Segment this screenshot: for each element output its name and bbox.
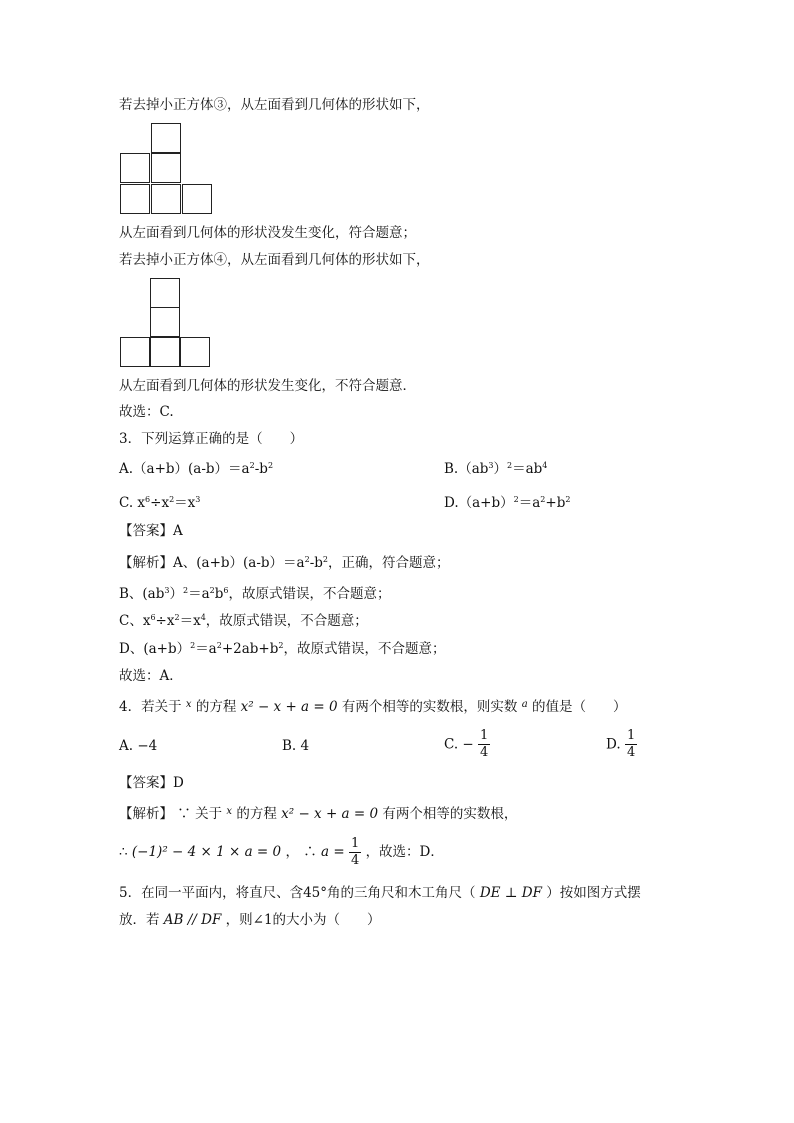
question-4-stem: 4．若关于 $^x$ 的方程 x² − x + a = 0 有两个相等的实数根，则实数 $^a$ 的值是（ ） (119, 699, 627, 715)
q3-explanation-4: D、$(a+b)^2=a^2+2ab+b^2$，故原式错误，不合题意； (119, 641, 446, 657)
text-line: 故选：C. (119, 404, 174, 420)
square (180, 337, 210, 367)
text-line: 若去掉小正方体④，从左面看到几何体的形状如下， (119, 252, 430, 268)
q3-explanation-1: 【解析】A、$(a+b)(a-b)=a^2-b^2$，正确，符合题意； (119, 555, 450, 571)
square (120, 153, 150, 183)
left-view-figure-1 (120, 123, 213, 215)
therefore-icon: ∴ (303, 844, 317, 860)
square (120, 337, 150, 367)
square (120, 184, 150, 214)
q4-option-d[interactable]: D. $\frac{1}{4}$ (606, 728, 636, 760)
fraction: $\frac{1}{4}$ (350, 836, 360, 868)
therefore-icon: ∴ (119, 844, 128, 860)
because-icon: ∵ (177, 806, 191, 822)
fraction: $\frac{1}{4}$ (626, 728, 636, 760)
square (150, 278, 180, 308)
q3-explanation-2: B、$(ab^3)^2=a^2b^6$，故原式错误，不合题意； (119, 586, 391, 602)
question-3-stem: 3．下列运算正确的是（ ） (119, 431, 304, 447)
q4-option-c[interactable]: C. − $\frac{1}{4}$ (444, 728, 489, 760)
text-line: 从左面看到几何体的形状没发生变化，符合题意； (119, 225, 416, 241)
q3-option-b[interactable]: $B.(ab^3)^2=ab^4$ (444, 461, 548, 477)
q3-option-c[interactable]: C. $x^6\div x^2=x^3$ (119, 495, 201, 511)
square (150, 337, 180, 367)
q4-answer: 【答案】D (119, 775, 184, 791)
q4-option-a[interactable]: A. −4 (119, 738, 158, 754)
square (150, 307, 180, 337)
q4-option-b[interactable]: B. 4 (282, 738, 310, 754)
q3-conclusion: 故选：A． (119, 668, 183, 684)
q3-explanation-3: C、$x^6\div x^2=x^4$，故原式错误，不合题意； (119, 613, 368, 629)
question-5-stem-line-2: 放．若 AB // DF ，则∠1的大小为（ ） (119, 912, 381, 928)
square (151, 184, 181, 214)
text-line: 从左面看到几何体的形状发生变化，不符合题意． (119, 378, 416, 394)
q3-answer: 【答案】A (119, 523, 183, 539)
q4-explanation-2: ∴ (−1)² − 4 × 1 × a = 0 ， ∴ a = $\frac{1}{4}$ ，故选：D． (119, 836, 444, 868)
square (151, 123, 181, 153)
text-line: 若去掉小正方体③，从左面看到几何体的形状如下， (119, 97, 430, 113)
square (182, 184, 212, 214)
q4-explanation-1: 【解析】 ∵ 关于 $^x$ 的方程 x² − x + a = 0 有两个相等的实数根， (119, 806, 518, 822)
fraction: $\frac{1}{4}$ (480, 728, 489, 760)
question-5-stem-line-1: 5．在同一平面内，将直尺、含45°角的三角尺和木工角尺（ DE ⊥ DF ）按如图方式摆 (119, 885, 641, 901)
q3-option-d[interactable]: $D.(a+b)^2=a^2+b^2$ (444, 495, 571, 511)
square (151, 153, 181, 183)
left-view-figure-2 (120, 278, 211, 368)
q3-option-a[interactable]: $A.(a+b)(a-b)=a^2-b^2$ (119, 461, 274, 477)
